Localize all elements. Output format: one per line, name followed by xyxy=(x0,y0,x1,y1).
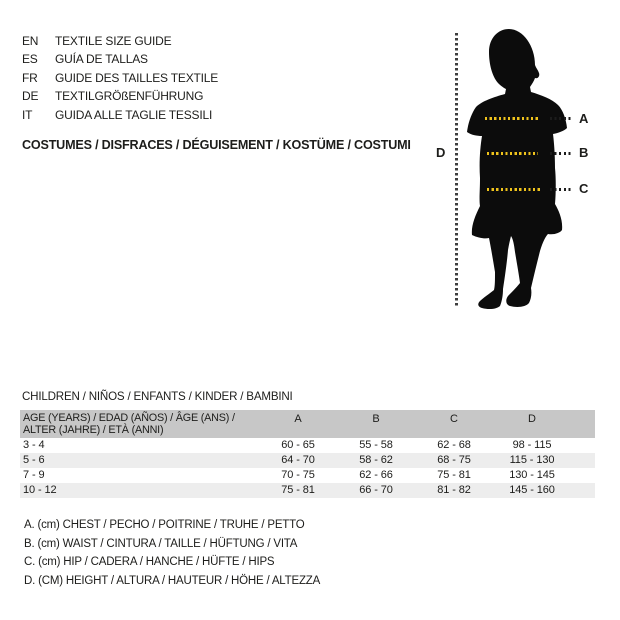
chest-cell: 70 - 75 xyxy=(281,469,315,481)
language-label: TEXTILE SIZE GUIDE xyxy=(55,34,172,48)
hip-cell: 68 - 75 xyxy=(437,454,471,466)
language-row xyxy=(22,87,218,105)
language-code: ES xyxy=(22,52,38,67)
age-cell: 3 - 4 xyxy=(23,439,45,451)
language-label: GUIDE DES TAILLES TEXTILE xyxy=(55,70,219,85)
measure-label-c: C xyxy=(579,181,589,196)
measure-label-a: A xyxy=(579,111,589,126)
language-code: EN xyxy=(22,34,39,48)
measure-label-b: B xyxy=(579,145,589,160)
age-cell: 5 - 6 xyxy=(23,454,45,466)
chest-cell: 75 - 81 xyxy=(281,484,315,496)
language-list xyxy=(22,32,218,124)
language-row xyxy=(22,50,218,68)
height-cell: 130 - 145 xyxy=(509,469,555,481)
category-title: COSTUMES / DISFRACES / DÉGUISEMENT / KOSTÜME / COSTUMI xyxy=(22,138,411,152)
language-row xyxy=(22,106,218,124)
height-cell: 115 - 130 xyxy=(509,454,555,466)
age-cell: 7 - 9 xyxy=(23,469,45,481)
legend-hip: C. (cm) HIP / CADERA / HANCHE / HÜFTE / HIPS xyxy=(24,556,275,569)
legend-chest: A. (cm) CHEST / PECHO / POITRINE / TRUHE / PETTO xyxy=(24,519,305,531)
age-cell: 10 - 12 xyxy=(23,484,57,496)
hip-connector-line xyxy=(550,188,573,191)
child-silhouette xyxy=(465,28,575,313)
table-header-row xyxy=(20,410,595,438)
waist-cell: 66 - 70 xyxy=(359,484,393,496)
size-table xyxy=(20,410,595,498)
language-row xyxy=(22,69,218,87)
table-row xyxy=(20,438,595,453)
table-section-title: CHILDREN / NIÑOS / ENFANTS / KINDER / BAMBINI xyxy=(22,390,293,403)
chest-measure-line xyxy=(485,117,539,120)
table-row xyxy=(20,483,595,498)
legend-waist: B. (cm) WAIST / CINTURA / TAILLE / HÜFTUNG / VITA xyxy=(24,537,298,550)
waist-measure-line xyxy=(487,152,538,155)
measurement-legend xyxy=(24,516,320,591)
chest-connector-line xyxy=(550,117,573,120)
table-row xyxy=(20,468,595,483)
hip-cell: 75 - 81 xyxy=(437,469,471,481)
age-header-line1: AGE (YEARS) / EDAD (AÑOS) / ÂGE (ANS) / xyxy=(23,412,235,424)
language-code: DE xyxy=(22,89,39,104)
height-dotted-line xyxy=(455,33,458,307)
hip-cell: 81 - 82 xyxy=(437,484,471,496)
column-header-b: B xyxy=(372,413,380,425)
language-label: TEXTILGRÖßENFÜHRUNG xyxy=(55,89,204,104)
chest-cell: 64 - 70 xyxy=(281,454,315,466)
language-code: FR xyxy=(22,70,38,85)
waist-cell: 62 - 66 xyxy=(359,469,393,481)
column-header-a: A xyxy=(294,413,302,425)
measure-label-d: D xyxy=(436,145,446,160)
waist-cell: 58 - 62 xyxy=(359,454,393,466)
language-row xyxy=(22,32,218,50)
height-cell: 98 - 115 xyxy=(512,439,552,451)
hip-cell: 62 - 68 xyxy=(437,439,471,451)
waist-connector-line xyxy=(550,152,573,155)
hip-measure-line xyxy=(487,188,541,191)
language-label: GUÍA DE TALLAS xyxy=(55,52,148,67)
height-cell: 145 - 160 xyxy=(509,484,555,496)
table-row xyxy=(20,453,595,468)
column-header-c: C xyxy=(450,413,458,425)
legend-height: D. (CM) HEIGHT / ALTURA / HAUTEUR / HÖHE / ALTEZZA xyxy=(24,575,321,588)
chest-cell: 60 - 65 xyxy=(281,439,315,451)
age-column-header xyxy=(23,413,259,438)
column-header-d: D xyxy=(528,413,536,425)
waist-cell: 55 - 58 xyxy=(359,439,393,451)
language-code: IT xyxy=(22,107,33,122)
age-header-line2: ALTER (JAHRE) / ETÀ (ANNI) xyxy=(23,423,164,436)
language-label: GUIDA ALLE TAGLIE TESSILI xyxy=(55,107,213,122)
